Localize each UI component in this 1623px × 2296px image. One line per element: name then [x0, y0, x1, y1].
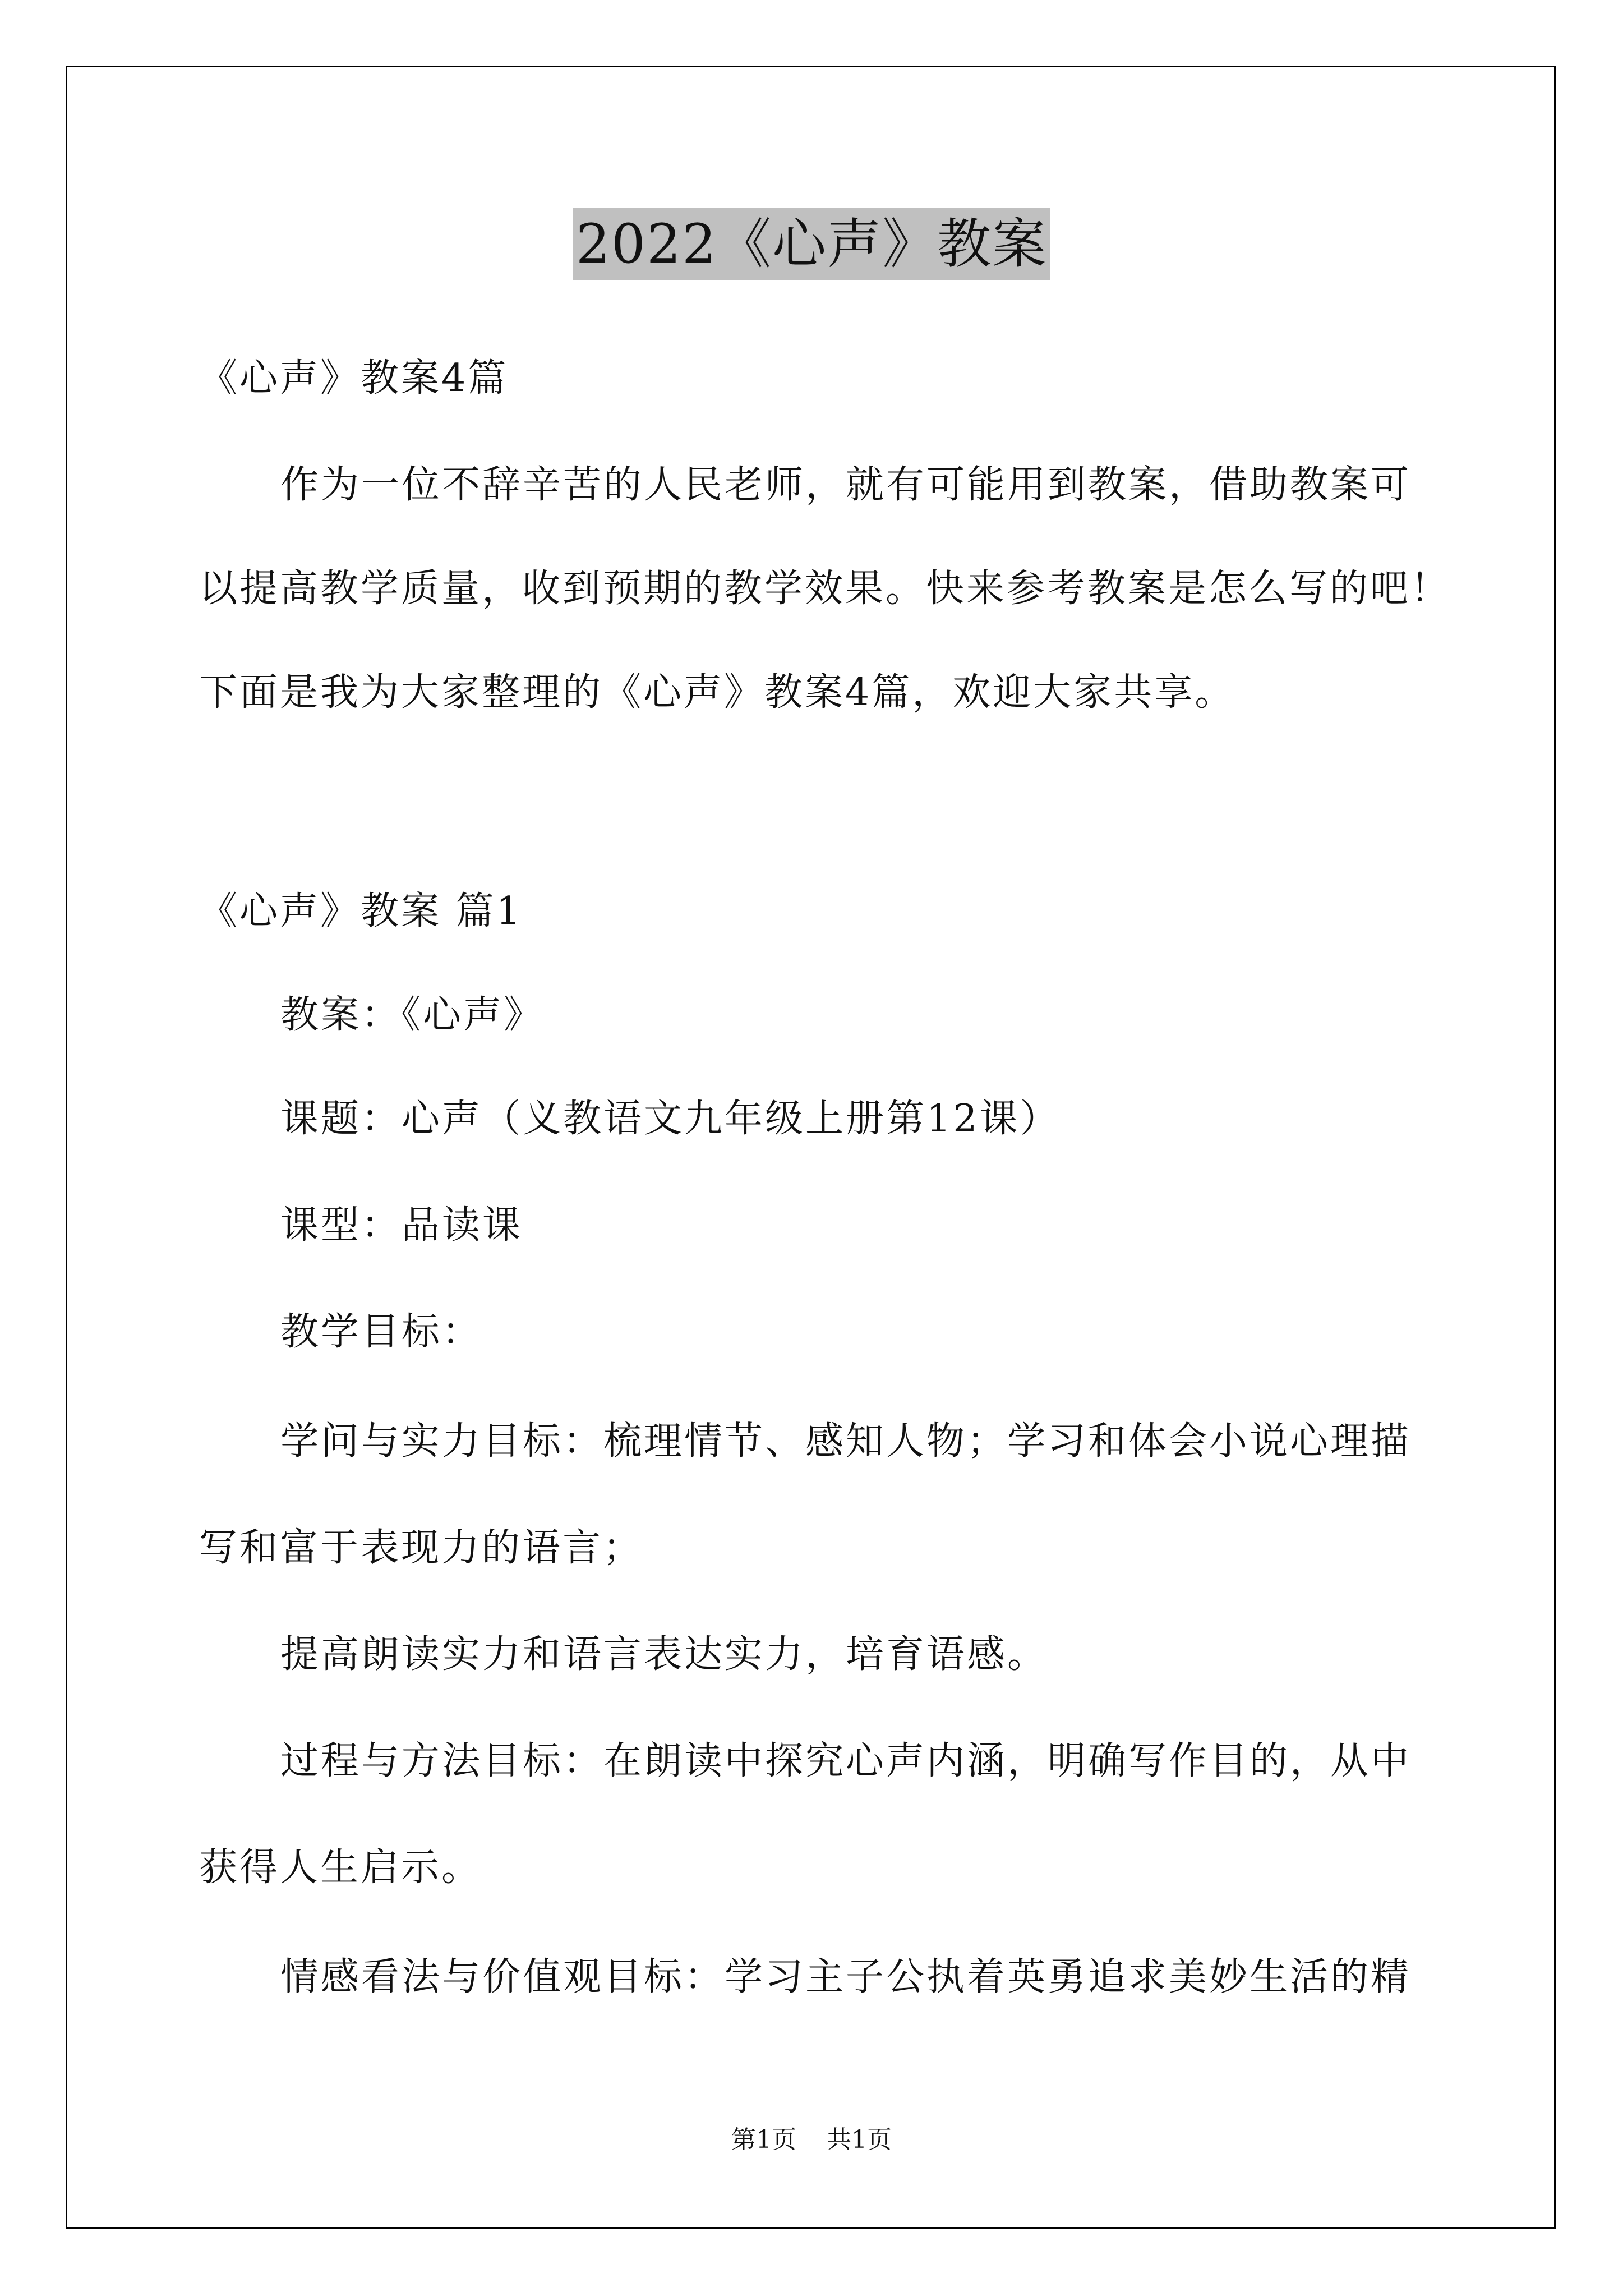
page-total: 共1页: [827, 2125, 892, 2154]
body-line-1: 教案：《心声》: [280, 993, 545, 1037]
intro-line-1: 作为一位不辞辛苦的人民老师，就有可能用到教案，借助教案可: [280, 463, 1412, 507]
body-line-3: 课型：品读课: [280, 1203, 523, 1248]
body-line-7: 提高朗读实力和语言表达实力，培育语感。: [280, 1632, 1048, 1677]
body-line-10: 情感看法与价值观目标：学习主子公执着英勇追求美妙生活的精: [280, 1955, 1412, 1999]
body-line-4: 教学目标：: [280, 1310, 483, 1354]
page-number: 第1页: [731, 2125, 796, 2154]
page-footer: [0, 2123, 1623, 2157]
title-container: [0, 208, 1623, 280]
body-line-2: 课题：心声（义教语文九年级上册第12课）: [280, 1097, 1061, 1141]
body-line-5: 学问与实力目标：梳理情节、感知人物；学习和体会小说心理描: [280, 1419, 1412, 1464]
intro-line-3: 下面是我为大家整理的《心声》教案4篇，欢迎大家共享。: [199, 670, 1235, 715]
body-line-9: 获得人生启示。: [199, 1846, 482, 1890]
body-line-6: 写和富于表现力的语言；: [199, 1526, 644, 1570]
intro-line-2: 以提高教学质量，收到预期的教学效果。快来参考教案是怎么写的吧！: [199, 567, 1451, 611]
section-heading: 《心声》教案 篇1: [199, 889, 523, 933]
document-title: 2022《心声》教案: [573, 208, 1050, 280]
document-subtitle: 《心声》教案4篇: [199, 356, 509, 401]
body-line-8: 过程与方法目标：在朗读中探究心声内涵，明确写作目的，从中: [280, 1739, 1412, 1783]
